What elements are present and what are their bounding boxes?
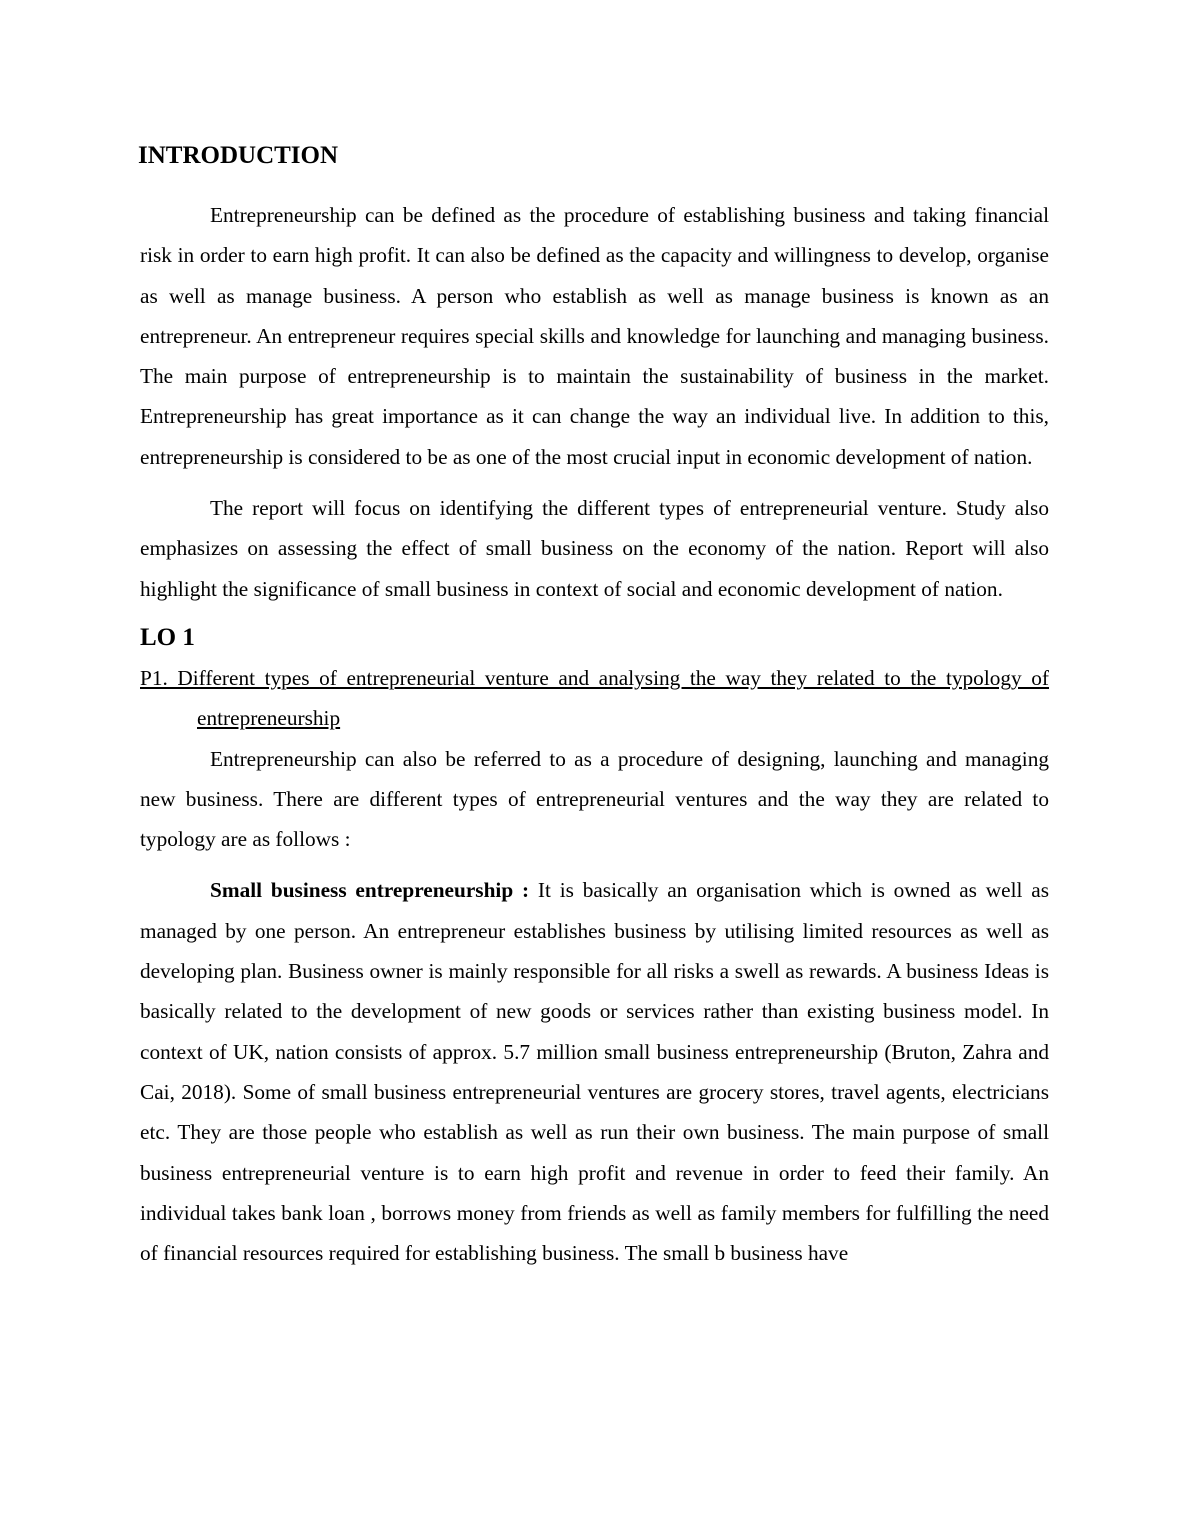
p1-subheading: P1. Different types of entrepreneurial venture and analysing the way they related to the typology of entrepreneurship — [140, 665, 1049, 731]
p1-paragraph: Entrepreneurship can also be referred to as a procedure of designing, launching and managing new business. There are different types of entrepreneurial ventures and the way they are related to typology are as follows : — [140, 746, 1049, 852]
page-content — [140, 138, 1049, 1284]
small-business-label: Small business entrepreneurship : — [210, 878, 530, 903]
intro-paragraph-1: Entrepreneurship can be defined as the procedure of establishing business and taking financial risk in order to earn high profit. It can also be defined as the capacity and willingness to develop, organise as well as manage business. A person who establish as well as manage business is known as an entrepreneur. An entrepreneur requires special skills and knowledge for launching and managing business. The main purpose of entrepreneurship is to maintain the sustainability of business in the market. Entrepreneurship has great importance as it can change the way an individual live. In addition to this, entrepreneurship is considered to be as one of the most crucial input in economic development of nation. — [140, 203, 1049, 469]
intro-paragraph-2: The report will focus on identifying the different types of entrepreneurial venture. Study also emphasizes on assessing the effect of small business on the economy of the nation. Report will also highlight the significance of small business in context of social and economic development of nation. — [140, 496, 1049, 601]
small-business-text: It is basically an organisation which is owned as well as managed by one person. An entrepreneur establishes business by utilising limited resources as well as developing plan. Business owner is mainly responsible for all risks a swell as rewards. A business Ideas is basically related to the development of new goods or services rather than existing business model. In context of UK, nation consists of approx. 5.7 million small business entrepreneurship (Bruton, Zahra and Cai, 2018). Some of small business entrepreneurial ventures are grocery stores, travel agents, electricians etc. They are those people who establish as well as run their own business. The main purpose of small business entrepreneurial venture is to earn high profit and revenue in order to feed their family. An individual takes bank loan , borrows money from friends as well as family members for fulfilling the need of financial resources required for establishing business. The small b business have — [140, 878, 1049, 1266]
small-business-paragraph — [140, 870, 1049, 1273]
lo1-heading: LO 1 — [140, 623, 195, 651]
intro-heading: INTRODUCTION — [138, 142, 339, 169]
